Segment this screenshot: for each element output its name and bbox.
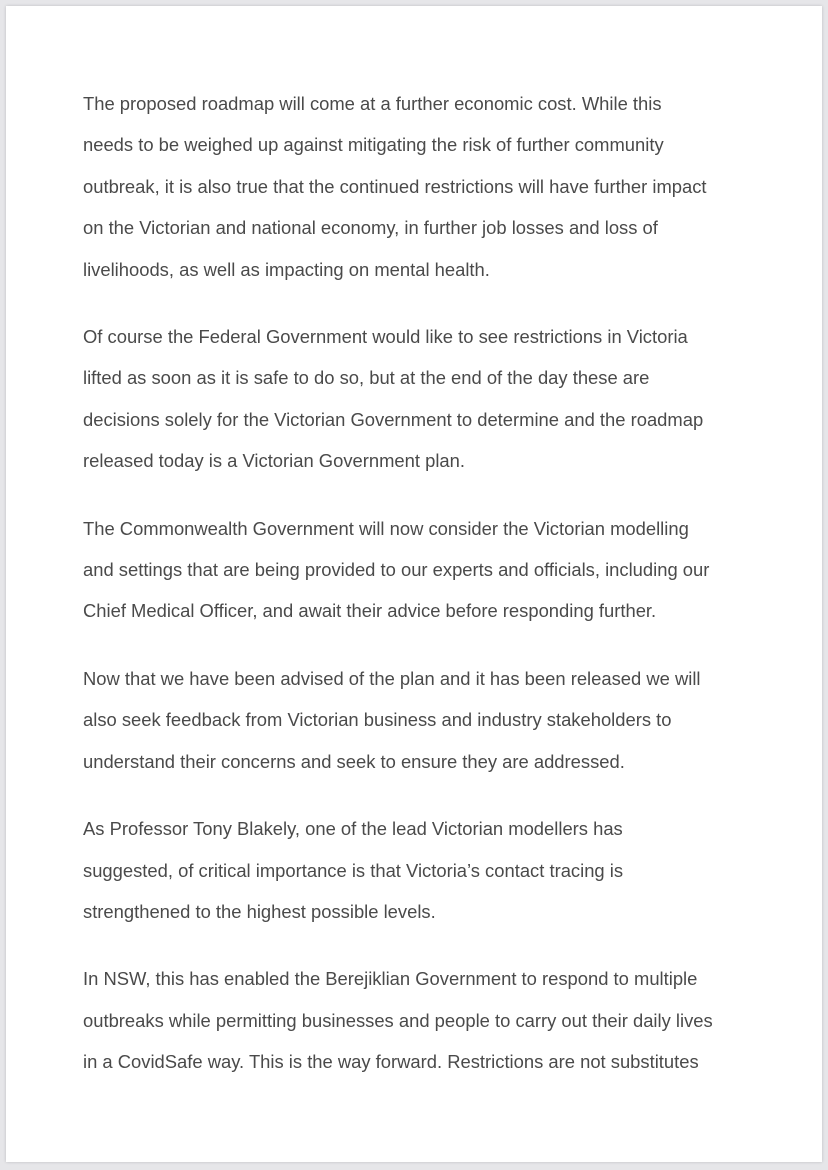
paragraph: Now that we have been advised of the plan and it has been released we will also seek feedback from Victorian business and industry stakeholders to understand their concerns and seek to ensure they are addressed.: [83, 667, 701, 772]
paragraph: The proposed roadmap will come at a further economic cost. While this needs to be weighed up against mitigating the risk of further community outbreak, it is also true that the continued restrictions will have further impact on the Victorian and national economy, in further job losses and loss of livelihoods, as well as impacting on mental health.: [83, 93, 707, 280]
paragraph: Of course the Federal Government would like to see restrictions in Victoria lifted as soon as it is safe to do so, but at the end of the day these are decisions solely for the Victorian Government to determine and the roadmap released today is a Victorian Government plan.: [83, 326, 704, 472]
paragraph: As Professor Tony Blakely, one of the lead Victorian modellers has suggested, of critical importance is that Victoria’s contact tracing is strengthened to the highest possible levels.: [83, 818, 624, 922]
paragraph: The Commonwealth Government will now consider the Victorian modelling and settings that are being provided to our experts and officials, including our Chief Medical Officer, and await their advice before responding further.: [83, 517, 710, 622]
paragraph: In NSW, this has enabled the Berejiklian Government to respond to multiple outbreaks while permitting businesses and people to carry out their daily lives in a CovidSafe way. This is the way forward. Restrictions are not substitutes: [83, 968, 713, 1073]
document-body: [83, 83, 755, 1109]
document-page: [6, 6, 822, 1162]
